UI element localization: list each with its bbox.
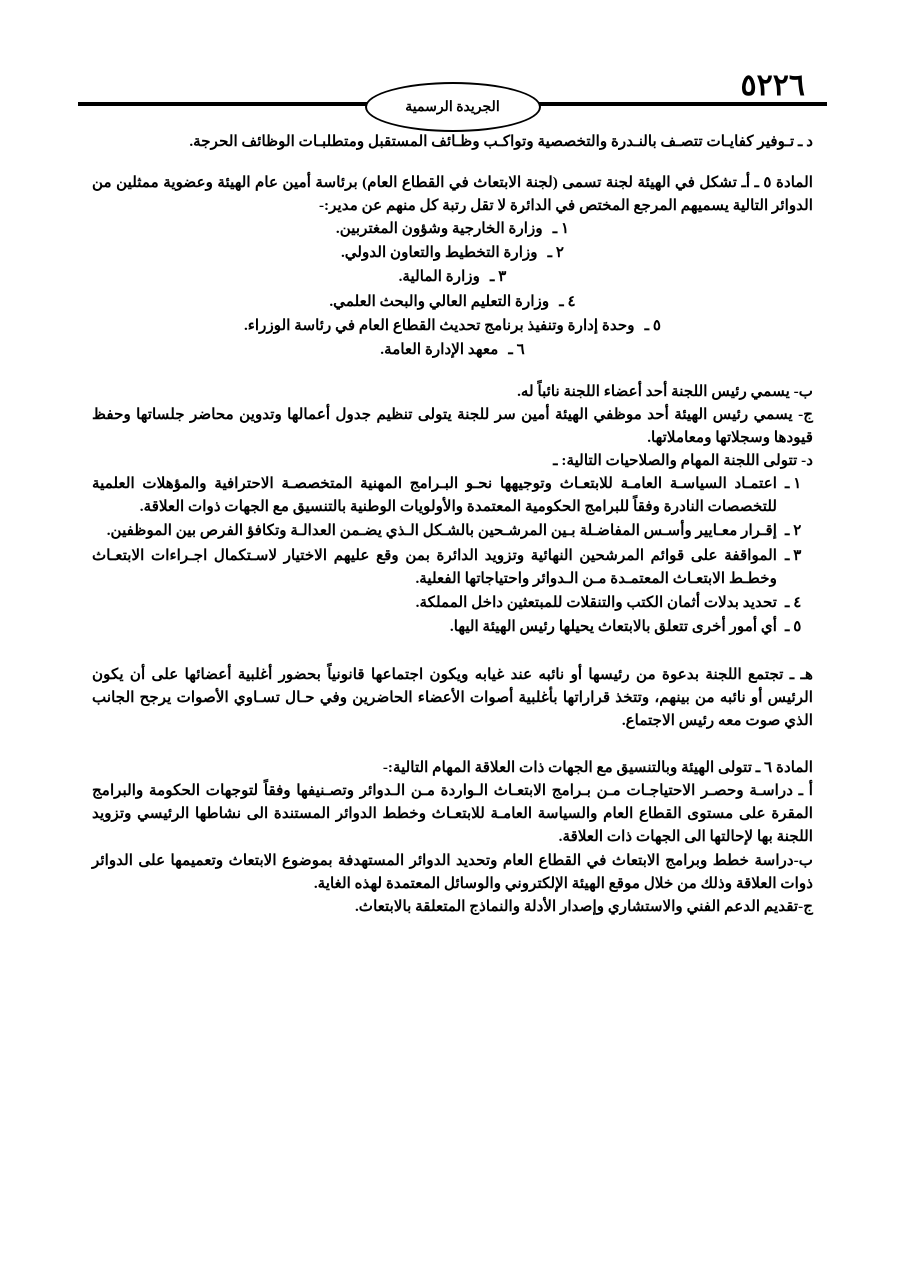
- list-marker: ٣ ـ: [785, 546, 802, 564]
- article-6-b: ب-دراسة خطط وبرامج الابتعاث في القطاع العام وتحديد الدوائر المستهدفة بموضوع الابتعاث وتعميمها على الدوائر ذوات العلاقة وذلك من خلال موقع الهيئة الإلكتروني والوسائل المعتمدة لهذه الغاية.: [92, 851, 813, 892]
- list-text: أي أمور أخرى تتعلق بالابتعاث يحيلها رئيس الهيئة اليها.: [449, 617, 777, 635]
- list-marker: ٤ ـ: [785, 593, 802, 611]
- document-body: [0, 110, 905, 918]
- article-6-intro: المادة ٦ ـ تتولى الهيئة وبالتنسيق مع الجهات ذات العلاقة المهام التالية:-: [382, 759, 813, 777]
- list-marker: ١ ـ: [552, 220, 570, 238]
- article-6-a: أ ـ دراسـة وحصـر الاحتياجـات مـن بـرامج الابتعـاث الـواردة مـن الـدوائر وتصـنيفها وفقاً لتوجهات الحكومة والبرامج المقرة على مستوى القطاع العام والسياسة العامـة للابتعـاث وخطط الدوائر المستندة الى نشاطها الرئيسي وتزويد اللجنة بها لإحالتها الى الجهات ذات العلاقة.: [92, 782, 813, 846]
- list-text: وزارة التعليم العالي والبحث العلمي.: [329, 292, 550, 310]
- list-marker: ٣ ـ: [489, 268, 507, 286]
- page-number: ٥٢٢٦: [740, 69, 805, 102]
- list-item: [92, 591, 813, 614]
- list-item: [92, 290, 813, 313]
- list-item: [92, 615, 813, 638]
- list-item: [92, 472, 813, 518]
- clause-b: ب- يسمي رئيس اللجنة أحد أعضاء اللجنة نائباً له.: [517, 382, 813, 400]
- clause-d-duties-intro: د- تتولى اللجنة المهام والصلاحيات التالية: ـ: [553, 452, 813, 470]
- list-item: [92, 241, 813, 264]
- list-text: وزارة الخارجية وشؤون المغتربين.: [335, 220, 543, 238]
- list-text: إقـرار معـايير وأسـس المفاضـلة بـين المرشـحين بالشـكل الـذي يضـمن العدالـة وتكافؤ الفرص بين الموظفين.: [106, 522, 777, 540]
- list-marker: ١ ـ: [785, 475, 802, 493]
- committee-members-list: [92, 217, 813, 361]
- list-marker: ٢ ـ: [785, 522, 802, 540]
- list-item: [92, 265, 813, 288]
- gazette-title-badge: الجريدة الرسمية: [365, 82, 541, 132]
- list-item: [92, 314, 813, 337]
- duties-list: [92, 472, 813, 638]
- list-text: المواقفة على قوائم المرشحين النهائية وتزويد الدائرة بمن وقع عليهم الاختيار لاسـتكمال اجـراءات الابتعـاث وخطـط الابتعـاث المعتمـدة مـن الـدوائر واحتياجاتها الفعلية.: [92, 546, 777, 587]
- clause-d-top: د ـ تـوفير كفايـات تتصـف بالنـدرة والتخصصية وتواكـب وظـائف المستقبل ومتطلبـات الوظائف الحرجة.: [189, 133, 813, 150]
- list-marker: ٦ ـ: [508, 340, 525, 358]
- list-marker: ٥ ـ: [785, 617, 802, 635]
- list-item: [92, 544, 813, 590]
- list-item: [92, 519, 813, 542]
- list-text: تحديد بدلات أثمان الكتب والتنقلات للمبتعثين داخل المملكة.: [415, 593, 777, 611]
- list-text: وحدة إدارة وتنفيذ برنامج تحديث القطاع العام في رئاسة الوزراء.: [243, 316, 635, 334]
- list-marker: ٢ ـ: [547, 244, 565, 262]
- clause-j: ج- يسمي رئيس الهيئة أحد موظفي الهيئة أمين سر للجنة يتولى تنظيم جدول أعمالها وتدوين محاضر جلساتها وحفظ قيودها وسجلاتها ومعاملاتها.: [92, 405, 813, 447]
- list-text: وزارة المالية.: [398, 268, 480, 286]
- list-text: وزارة التخطيط والتعاون الدولي.: [340, 244, 538, 262]
- article-6-c: ج-تقديم الدعم الفني والاستشاري وإصدار الأدلة والنماذج المتعلقة بالابتعاث.: [354, 897, 813, 915]
- clause-h: هـ ـ تجتمع اللجنة بدعوة من رئيسها أو نائبه عند غيابه ويكون اجتماعها قانونياً بحضور أغلبية أعضائها على أن يكون الرئيس أو نائبه من بينهم، وتتخذ قراراتها بأغلبية أصوات الأعضاء الحاضرين وفي حـال تسـاوي الأصوات يرجح الجانب الذي صوت معه رئيس الاجتماع.: [92, 665, 813, 730]
- list-item: [92, 217, 813, 240]
- page-header: [0, 0, 905, 115]
- article-5-a: المادة ٥ ـ أـ تشكل في الهيئة لجنة تسمى (لجنة الابتعاث في القطاع العام) برئاسة أمين عام الهيئة وعضوية ممثلين من الدوائر التالية يسميهم المرجع المختص في الدائرة لا تقل رتبة كل منهم عن مدير:-: [92, 174, 813, 215]
- list-item: [92, 338, 813, 361]
- list-marker: ٤ ـ: [559, 292, 576, 310]
- list-text: اعتمـاد السياسـة العامـة للابتعـاث وتوجيهها نحـو البـرامج المهنية المتخصصـة الاحترافية والمؤهلات العلمية للتخصصات النادرة وفقاً للبرامج الحكومية المعتمدة والأولويات الوطنية بالتنسيق مع الجهات ذوات العلاقة.: [92, 475, 777, 516]
- list-text: معهد الإدارة العامة.: [380, 340, 499, 358]
- list-marker: ٥ ـ: [644, 316, 662, 334]
